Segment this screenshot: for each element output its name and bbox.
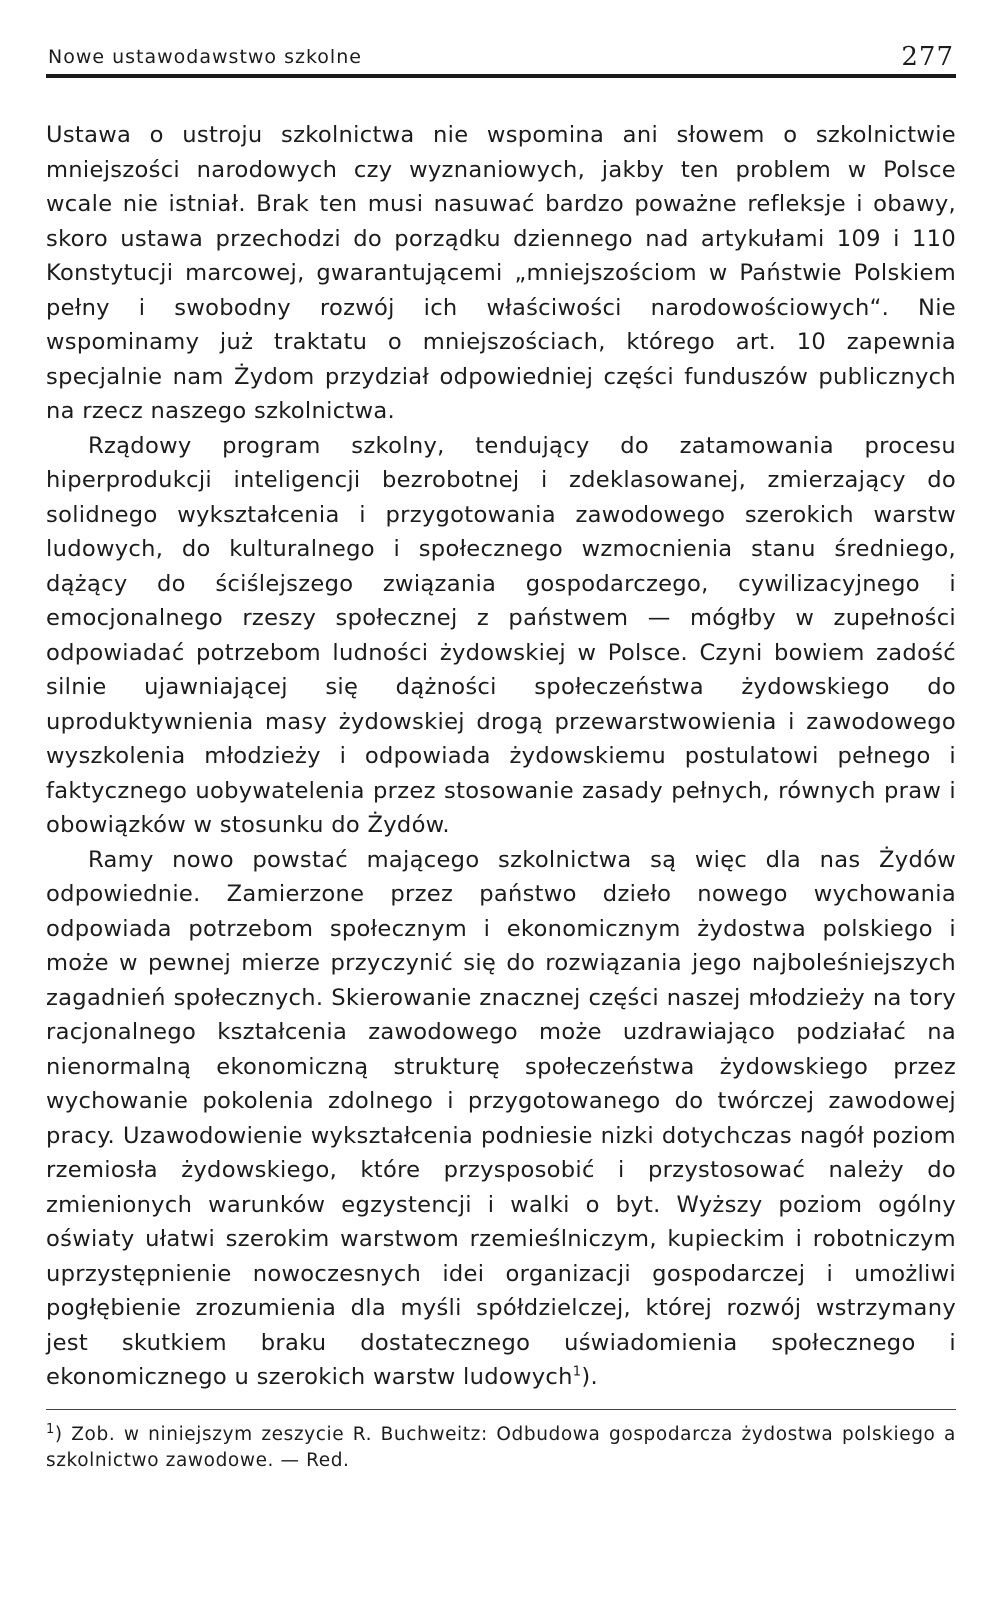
footnote-divider xyxy=(46,1409,956,1410)
paragraph-3-text: Ramy nowo powstać mającego szkolnictwa są więc dla nas Żydów odpowiednie. Zamierzone przez państwo dzieło nowego wychowania odpowiada potrzebom społecznym i ekonomicznym żydostwa polskiego i może w pewnej mierze przyczynić się do rozwiązania jego najboleśniejszych zagadnień społecznych. Skierowanie znacznej części naszej młodzieży na tory racjonalnego kształcenia zawodowego może uzdrawiająco podziałać na nienormalną ekonomiczną strukturę społeczeństwa żydowskiego przez wychowanie pokolenia zdolnego i przygotowanego do twórczej zawodowej pracy. Uzawodowienie wykształcenia podniesie nizki dotychczas nagół poziom rzemiosła żydowskiego, które przysposobić i przystosować należy do zmienionych warunków egzystencji i walki o byt. Wyższy poziom ogólny oświaty ułatwi szerokim warstwom rzemieślniczym, kupieckim i robotniczym uprzystępnienie nowoczesnych idei organizacji gospodarczej i umożliwi pogłębienie zrozumienia dla myśli spółdzielczej, której rozwój wstrzymany jest skutkiem braku dostatecznego uświadomienia społecznego i ekonomicznego u szerokich warstw ludowych xyxy=(46,846,956,1390)
paragraph-1 xyxy=(46,118,956,429)
page-number: 277 xyxy=(901,42,954,72)
body-text xyxy=(46,118,956,1395)
footnote-marker-close: ) xyxy=(54,1423,63,1445)
footnote xyxy=(46,1422,956,1474)
page-header xyxy=(46,38,956,78)
paragraph-2 xyxy=(46,429,956,843)
footnote-reference: 1 xyxy=(572,1364,582,1380)
paragraph-1-text: Ustawa o ustroju szkolnictwa nie wspomina ani słowem o szkolnictwie mniejszości narodowych czy wyznaniowych, jakby ten problem w Polsce wcale nie istniał. Brak ten musi nasuwać bardzo poważne refleksje i obawy, skoro ustawa przechodzi do porządku dziennego nad artykułami 109 i 110 Konstytucji marcowej, gwarantującemi „mniejszościom w Państwie Polskiem pełny i swobodny rozwój ich właściwości narodowościowych“. Nie wspominamy już traktatu o mniejszościach, którego art. 10 zapewnia specjalnie nam Żydom przydział odpowiedniej części funduszów publicznych na rzecz naszego szkolnictwa. xyxy=(46,122,956,424)
running-title: Nowe ustawodawstwo szkolne xyxy=(48,46,362,68)
footnote-text: Zob. w niniejszym zeszycie R. Buchweitz: Odbudowa gospodarcza żydostwa polskiego a szkolnictwo zawodowe. — Red. xyxy=(46,1423,956,1471)
footnote-reference-tail: ). xyxy=(581,1364,598,1390)
paragraph-2-text: Rządowy program szkolny, tendujący do zatamowania procesu hiperprodukcji inteligencji bezrobotnej i zdeklasowanej, zmierzający do solidnego wykształcenia i przygotowania zawodowego szerokich warstw ludowych, do kulturalnego i społecznego wzmocnienia stanu średniego, dążący do ściślejszego związania gospodarczego, cywilizacyjnego i emocjonalnego rzeszy społecznej z państwem — mógłby w zupełności odpowiadać potrzebom ludności żydowskiej w Polsce. Czyni bowiem zadość silnie ujawniającej się dążności społeczeństwa żydowskiego do uproduktywnienia masy żydowskiej drogą przewarstwowienia i zawodowego wyszkolenia młodzieży i odpowiada żydowskiemu postulatowi pełnego i faktycznego uobywatelenia przez stosowanie zasady pełnych, równych praw i obowiązków w stosunku do Żydów. xyxy=(46,432,956,838)
paragraph-3 xyxy=(46,843,956,1395)
book-page xyxy=(46,38,956,1474)
footnote-marker: 1 xyxy=(46,1421,55,1437)
